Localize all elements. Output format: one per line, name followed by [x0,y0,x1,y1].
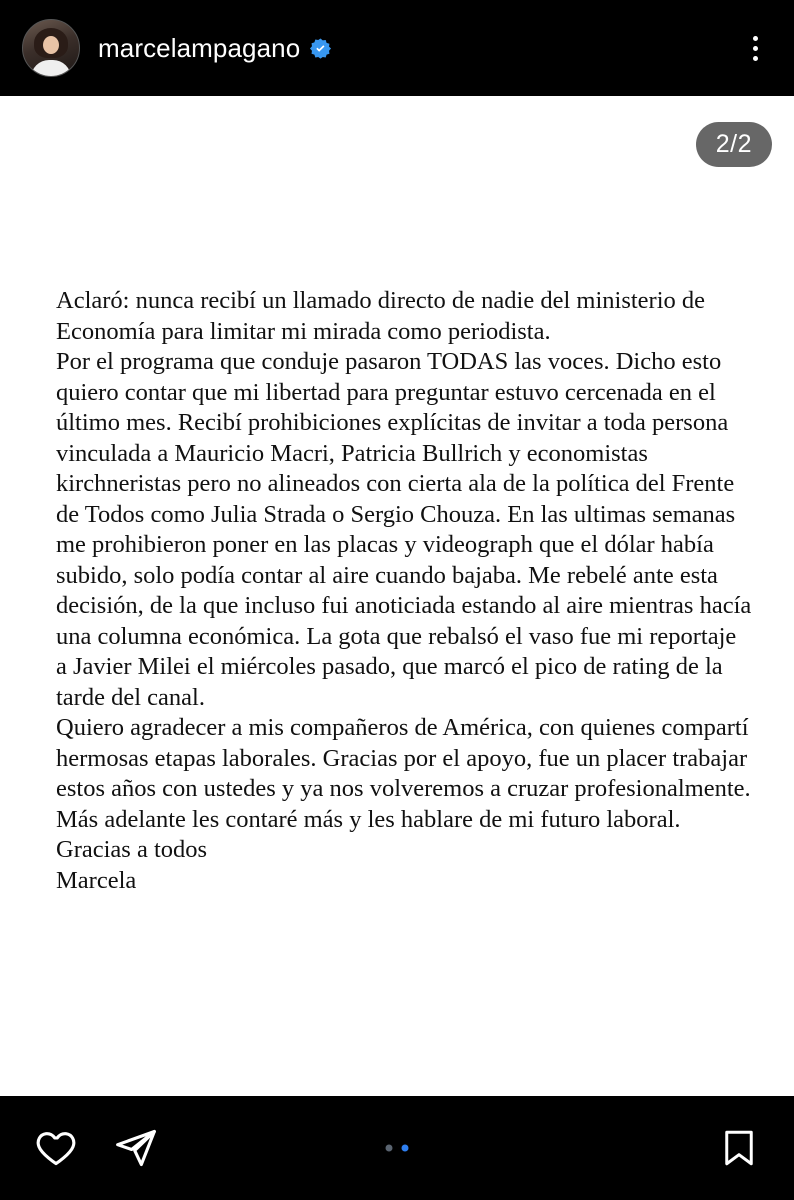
post-paragraph: Aclaró: nunca recibí un llamado directo de nadie del ministerio de Economía para limitar mi mirada como periodista. [56,287,706,345]
post-paragraph: Quiero agradecer a mis compañeros de América, con quienes compartí hermosas etapas laborales. Gracias por el apoyo, fue un placer trabajar estos años con ustedes y ya nos volveremos a cruzar profesionalmente. [56,714,751,802]
action-bar [0,1096,794,1200]
action-bar-right [718,1127,760,1169]
more-dot-1 [753,36,758,41]
more-options-icon[interactable] [738,28,772,68]
carousel-pagination [386,1145,409,1152]
pagination-dot-2[interactable] [402,1145,409,1152]
post-paragraph: Por el programa que conduje pasaron TODAS las voces. Dicho esto quiero contar que mi libertad para preguntar estuvo cercenada en el último mes. Recibí prohibiciones explícitas de invitar a toda persona vinculada a Mauricio Macri, Patricia Bullrich y economistas kirchneristas pero no alineados con cierta ala de la política del Frente de Todos como Julia Strada o Sergio Chouza. En las ultimas semanas me prohibieron poner en las placas y videograph que el dólar había subido, solo podía contar al aire cuando bajaba. Me rebelé ante esta decisión, de la que incluso fui anoticiada estando al aire mientras hacía una columna económica. La gota que rebalsó el vaso fue mi reportaje a Javier Milei el miércoles pasado, que marcó el pico de rating de la tarde del canal. [56,348,752,711]
avatar-face [43,36,59,54]
post-header [0,0,794,96]
heart-icon[interactable] [34,1126,78,1170]
verified-icon [309,37,332,60]
more-dot-3 [753,56,758,61]
post-paragraph: Gracias a todos [56,836,208,863]
pagination-dot-1[interactable] [386,1145,393,1152]
action-bar-left [34,1126,158,1170]
profile-avatar[interactable] [22,19,80,77]
avatar-body [31,60,71,77]
post-content[interactable] [0,96,794,1096]
username-group[interactable] [98,33,738,64]
share-icon[interactable] [114,1126,158,1170]
post-paragraph: Marcela [56,866,137,894]
page-counter-badge: 2/2 [696,122,772,167]
bookmark-icon[interactable] [718,1127,760,1169]
post-text-block [56,286,752,896]
post-paragraph: Más adelante les contaré más y les hablare de mi futuro laboral. [56,805,681,833]
username-label[interactable]: marcelampagano [98,32,301,63]
more-dot-2 [753,46,758,51]
